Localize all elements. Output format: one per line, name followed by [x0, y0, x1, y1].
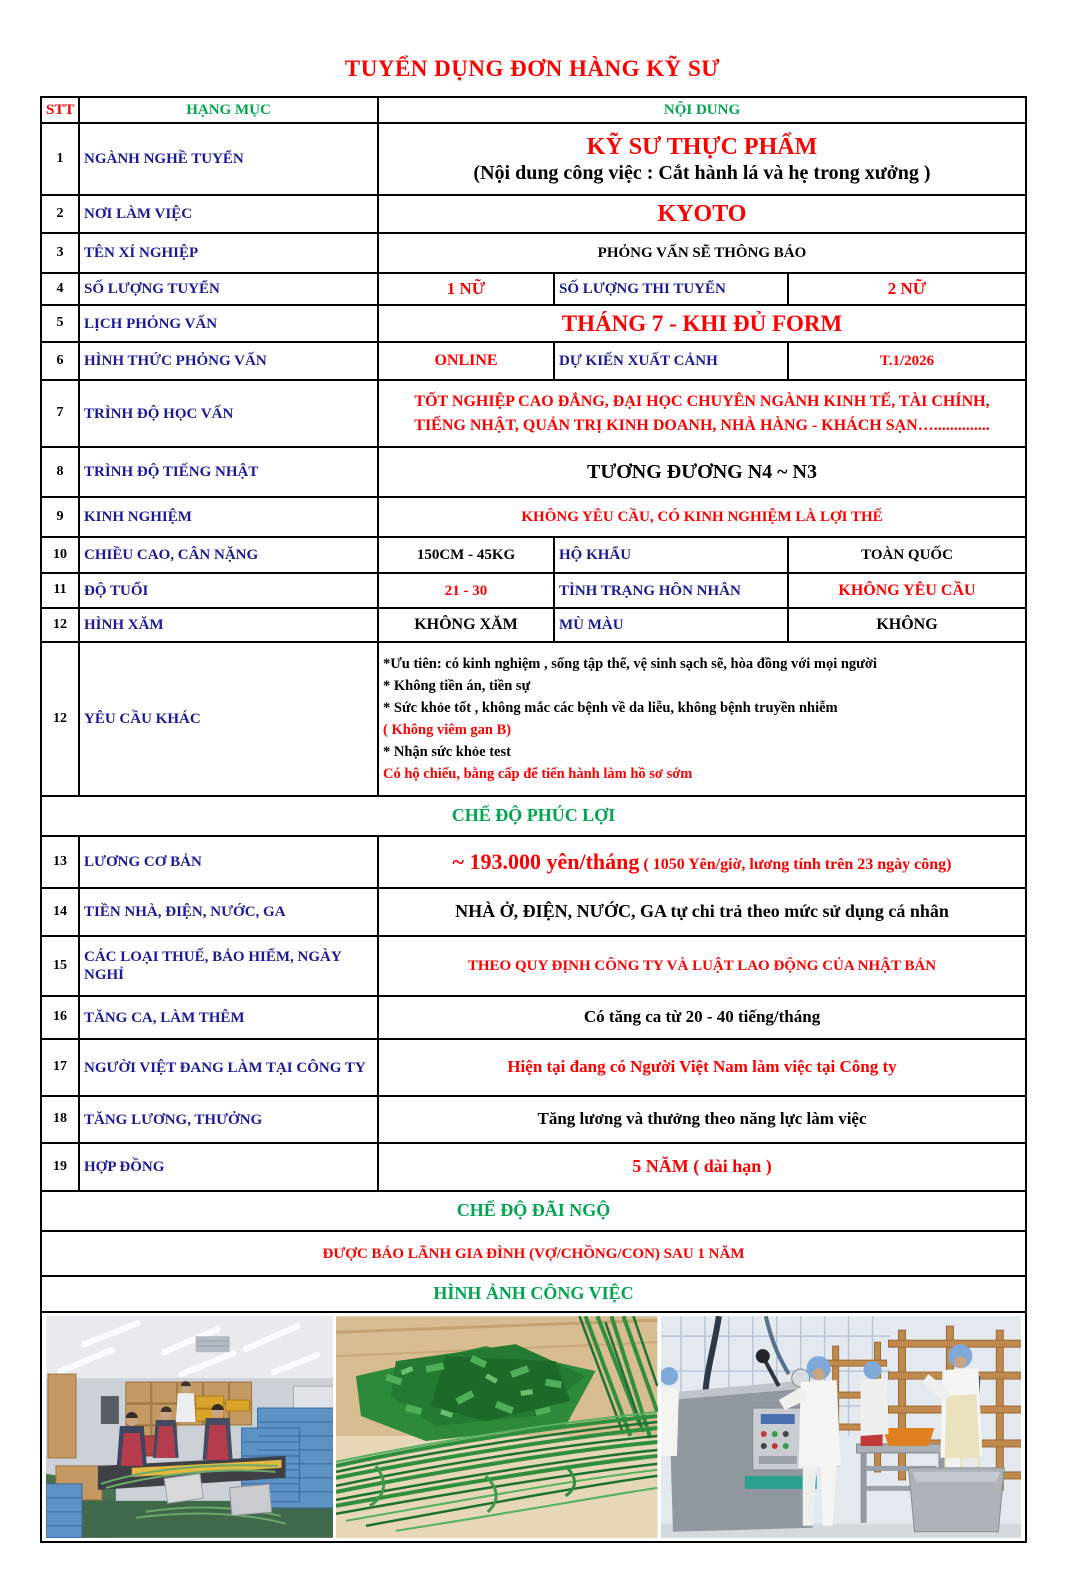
row-label: TIỀN NHÀ, ĐIỆN, NƯỚC, GA — [79, 888, 378, 936]
row-number: 13 — [41, 836, 79, 888]
row-number: 15 — [41, 936, 79, 996]
table-row — [41, 342, 1026, 380]
photos-row — [41, 1312, 1026, 1542]
row-value — [378, 642, 1026, 796]
row-value-2: TOÀN QUỐC — [788, 537, 1026, 573]
factory-cutting-machine-photo — [661, 1316, 1021, 1538]
row-value: NHÀ Ở, ĐIỆN, NƯỚC, GA tự chi trả theo mức sử dụng cá nhân — [378, 888, 1026, 936]
table-row — [41, 573, 1026, 608]
row-number: 3 — [41, 233, 79, 273]
section-photos-title: HÌNH ẢNH CÔNG VIỆC — [41, 1276, 1026, 1312]
row-value: KYOTO — [378, 195, 1026, 233]
salary-main: ~ 193.000 yên/tháng — [452, 848, 640, 874]
row-value-1: 1 NỮ — [378, 273, 554, 305]
row-label: NƠI LÀM VIỆC — [79, 195, 378, 233]
header-stt: STT — [41, 97, 79, 123]
row-value-1: KHÔNG XĂM — [378, 608, 554, 642]
table-row — [41, 608, 1026, 642]
photos-cell — [41, 1312, 1026, 1542]
row-number: 11 — [41, 573, 79, 608]
table-row — [41, 537, 1026, 573]
row-number: 16 — [41, 996, 79, 1039]
section-treatment-title: CHẾ ĐỘ ĐÃI NGỘ — [41, 1191, 1026, 1231]
row-label-2: TÌNH TRẠNG HÔN NHÂN — [554, 573, 788, 608]
section-benefits-title: CHẾ ĐỘ PHÚC LỢI — [41, 796, 1026, 836]
row-label: NGÀNH NGHỀ TUYỂN — [79, 123, 378, 195]
row-value: 5 NĂM ( dài hạn ) — [378, 1143, 1026, 1191]
row-number: 19 — [41, 1143, 79, 1191]
table-row — [41, 1231, 1026, 1276]
table-row — [41, 1096, 1026, 1143]
row-value-2: KHÔNG YÊU CẦU — [788, 573, 1026, 608]
table-row — [41, 888, 1026, 936]
row-label: HỢP ĐỒNG — [79, 1143, 378, 1191]
row-value-2: T.1/2026 — [788, 342, 1026, 380]
row-value: KHÔNG YÊU CẦU, CÓ KINH NGHIỆM LÀ LỢI THẾ — [378, 497, 1026, 537]
row-label: TĂNG LƯƠNG, THƯỞNG — [79, 1096, 378, 1143]
factory-onion-packing-photo — [46, 1316, 333, 1538]
header-category: HẠNG MỤC — [79, 97, 378, 123]
row-label: LỊCH PHỎNG VẤN — [79, 305, 378, 342]
row-number: 6 — [41, 342, 79, 380]
row-value-2: 2 NỮ — [788, 273, 1026, 305]
chopped-chives-photo — [336, 1316, 657, 1538]
row-number: 14 — [41, 888, 79, 936]
row-number: 4 — [41, 273, 79, 305]
family-sponsorship-note: ĐƯỢC BẢO LÃNH GIA ĐÌNH (VỢ/CHỒNG/CON) SAU 1 NĂM — [41, 1231, 1026, 1276]
page-title: TUYỂN DỤNG ĐƠN HÀNG KỸ SƯ — [344, 56, 721, 81]
section-row — [41, 1276, 1026, 1312]
row-value: TƯƠNG ĐƯƠNG N4 ~ N3 — [378, 447, 1026, 497]
job-title: KỸ SƯ THỰC PHẨM — [586, 133, 818, 160]
row-value: THÁNG 7 - KHI ĐỦ FORM — [378, 305, 1026, 342]
row-value: Có tăng ca từ 20 - 40 tiếng/tháng — [378, 996, 1026, 1039]
requirement-line: * Sức khỏe tốt , không mắc các bệnh về da liễu, không bệnh truyền nhiễm — [383, 699, 838, 716]
salary-detail: ( 1050 Yên/giờ, lương tính trên 23 ngày công) — [639, 855, 952, 873]
row-label: HÌNH THỨC PHỎNG VẤN — [79, 342, 378, 380]
requirement-line: ( Không viêm gan B) — [383, 722, 512, 738]
row-label: HÌNH XĂM — [79, 608, 378, 642]
table-header-row — [41, 97, 1026, 123]
row-number: 12 — [41, 642, 79, 796]
row-label: CÁC LOẠI THUẾ, BẢO HIỂM, NGÀY NGHỈ — [79, 936, 378, 996]
row-label-2: DỰ KIẾN XUẤT CẢNH — [554, 342, 788, 380]
row-label: TRÌNH ĐỘ HỌC VẤN — [79, 380, 378, 447]
row-number: 9 — [41, 497, 79, 537]
requirement-line: *Ưu tiên: có kinh nghiệm , sống tập thể, vệ sinh sạch sẽ, hòa đồng với mọi người — [383, 655, 877, 672]
table-row — [41, 642, 1026, 796]
row-value-1: 21 - 30 — [378, 573, 554, 608]
row-label: YÊU CẦU KHÁC — [79, 642, 378, 796]
row-label: TĂNG CA, LÀM THÊM — [79, 996, 378, 1039]
table-row — [41, 233, 1026, 273]
table-row — [41, 1143, 1026, 1191]
requirement-line: Có hộ chiếu, bằng cấp để tiến hành làm hồ sơ sớm — [383, 766, 693, 783]
photo-strip — [46, 1316, 1021, 1538]
table-row — [41, 195, 1026, 233]
row-label: TÊN XÍ NGHIỆP — [79, 233, 378, 273]
row-number: 1 — [41, 123, 79, 195]
table-row — [41, 836, 1026, 888]
requirement-line: * Không tiền án, tiền sự — [383, 677, 531, 694]
requirement-line: * Nhận sức khỏe test — [383, 744, 511, 761]
row-value — [378, 123, 1026, 195]
row-number: 17 — [41, 1039, 79, 1096]
table-row — [41, 273, 1026, 305]
row-label-2: SỐ LƯỢNG THI TUYỂN — [554, 273, 788, 305]
row-label: CHIỀU CAO, CÂN NẶNG — [79, 537, 378, 573]
row-number: 7 — [41, 380, 79, 447]
row-value: THEO QUY ĐỊNH CÔNG TY VÀ LUẬT LAO ĐỘNG CỦA NHẬT BẢN — [378, 936, 1026, 996]
row-label-2: MÙ MÀU — [554, 608, 788, 642]
row-number: 8 — [41, 447, 79, 497]
table-row — [41, 380, 1026, 447]
row-value — [378, 836, 1026, 888]
job-description: (Nội dung công việc : Cắt hành lá và hẹ trong xưởng ) — [473, 162, 931, 185]
row-label: NGƯỜI VIỆT ĐANG LÀM TẠI CÔNG TY — [79, 1039, 378, 1096]
row-value: PHỎNG VẤN SẼ THÔNG BÁO — [378, 233, 1026, 273]
row-label: SỐ LƯỢNG TUYỂN — [79, 273, 378, 305]
row-number: 10 — [41, 537, 79, 573]
row-number: 5 — [41, 305, 79, 342]
row-value: TỐT NGHIỆP CAO ĐẲNG, ĐẠI HỌC CHUYÊN NGÀNH KINH TẾ, TÀI CHÍNH, TIẾNG NHẬT, QUẢN TRỊ KINH DOANH, NHÀ HÀNG - KHÁCH SẠN….............. — [378, 380, 1026, 447]
row-label: TRÌNH ĐỘ TIẾNG NHẬT — [79, 447, 378, 497]
row-label: LƯƠNG CƠ BẢN — [79, 836, 378, 888]
row-number: 2 — [41, 195, 79, 233]
row-value: Tăng lương và thưởng theo năng lực làm việc — [378, 1096, 1026, 1143]
section-row — [41, 796, 1026, 836]
table-row — [41, 1039, 1026, 1096]
row-value: Hiện tại đang có Người Việt Nam làm việc tại Công ty — [378, 1039, 1026, 1096]
table-row — [41, 447, 1026, 497]
row-label: ĐỘ TUỔI — [79, 573, 378, 608]
row-number: 18 — [41, 1096, 79, 1143]
table-row — [41, 305, 1026, 342]
row-value-1: 150CM - 45KG — [378, 537, 554, 573]
row-value-2: KHÔNG — [788, 608, 1026, 642]
table-row — [41, 996, 1026, 1039]
row-label: KINH NGHIỆM — [79, 497, 378, 537]
section-row — [41, 1191, 1026, 1231]
table-row — [41, 123, 1026, 195]
table-row — [41, 936, 1026, 996]
row-label-2: HỘ KHẨU — [554, 537, 788, 573]
row-number: 12 — [41, 608, 79, 642]
table-row — [41, 497, 1026, 537]
row-value-1: ONLINE — [378, 342, 554, 380]
header-content: NỘI DUNG — [378, 97, 1026, 123]
recruitment-table — [40, 96, 1027, 1543]
